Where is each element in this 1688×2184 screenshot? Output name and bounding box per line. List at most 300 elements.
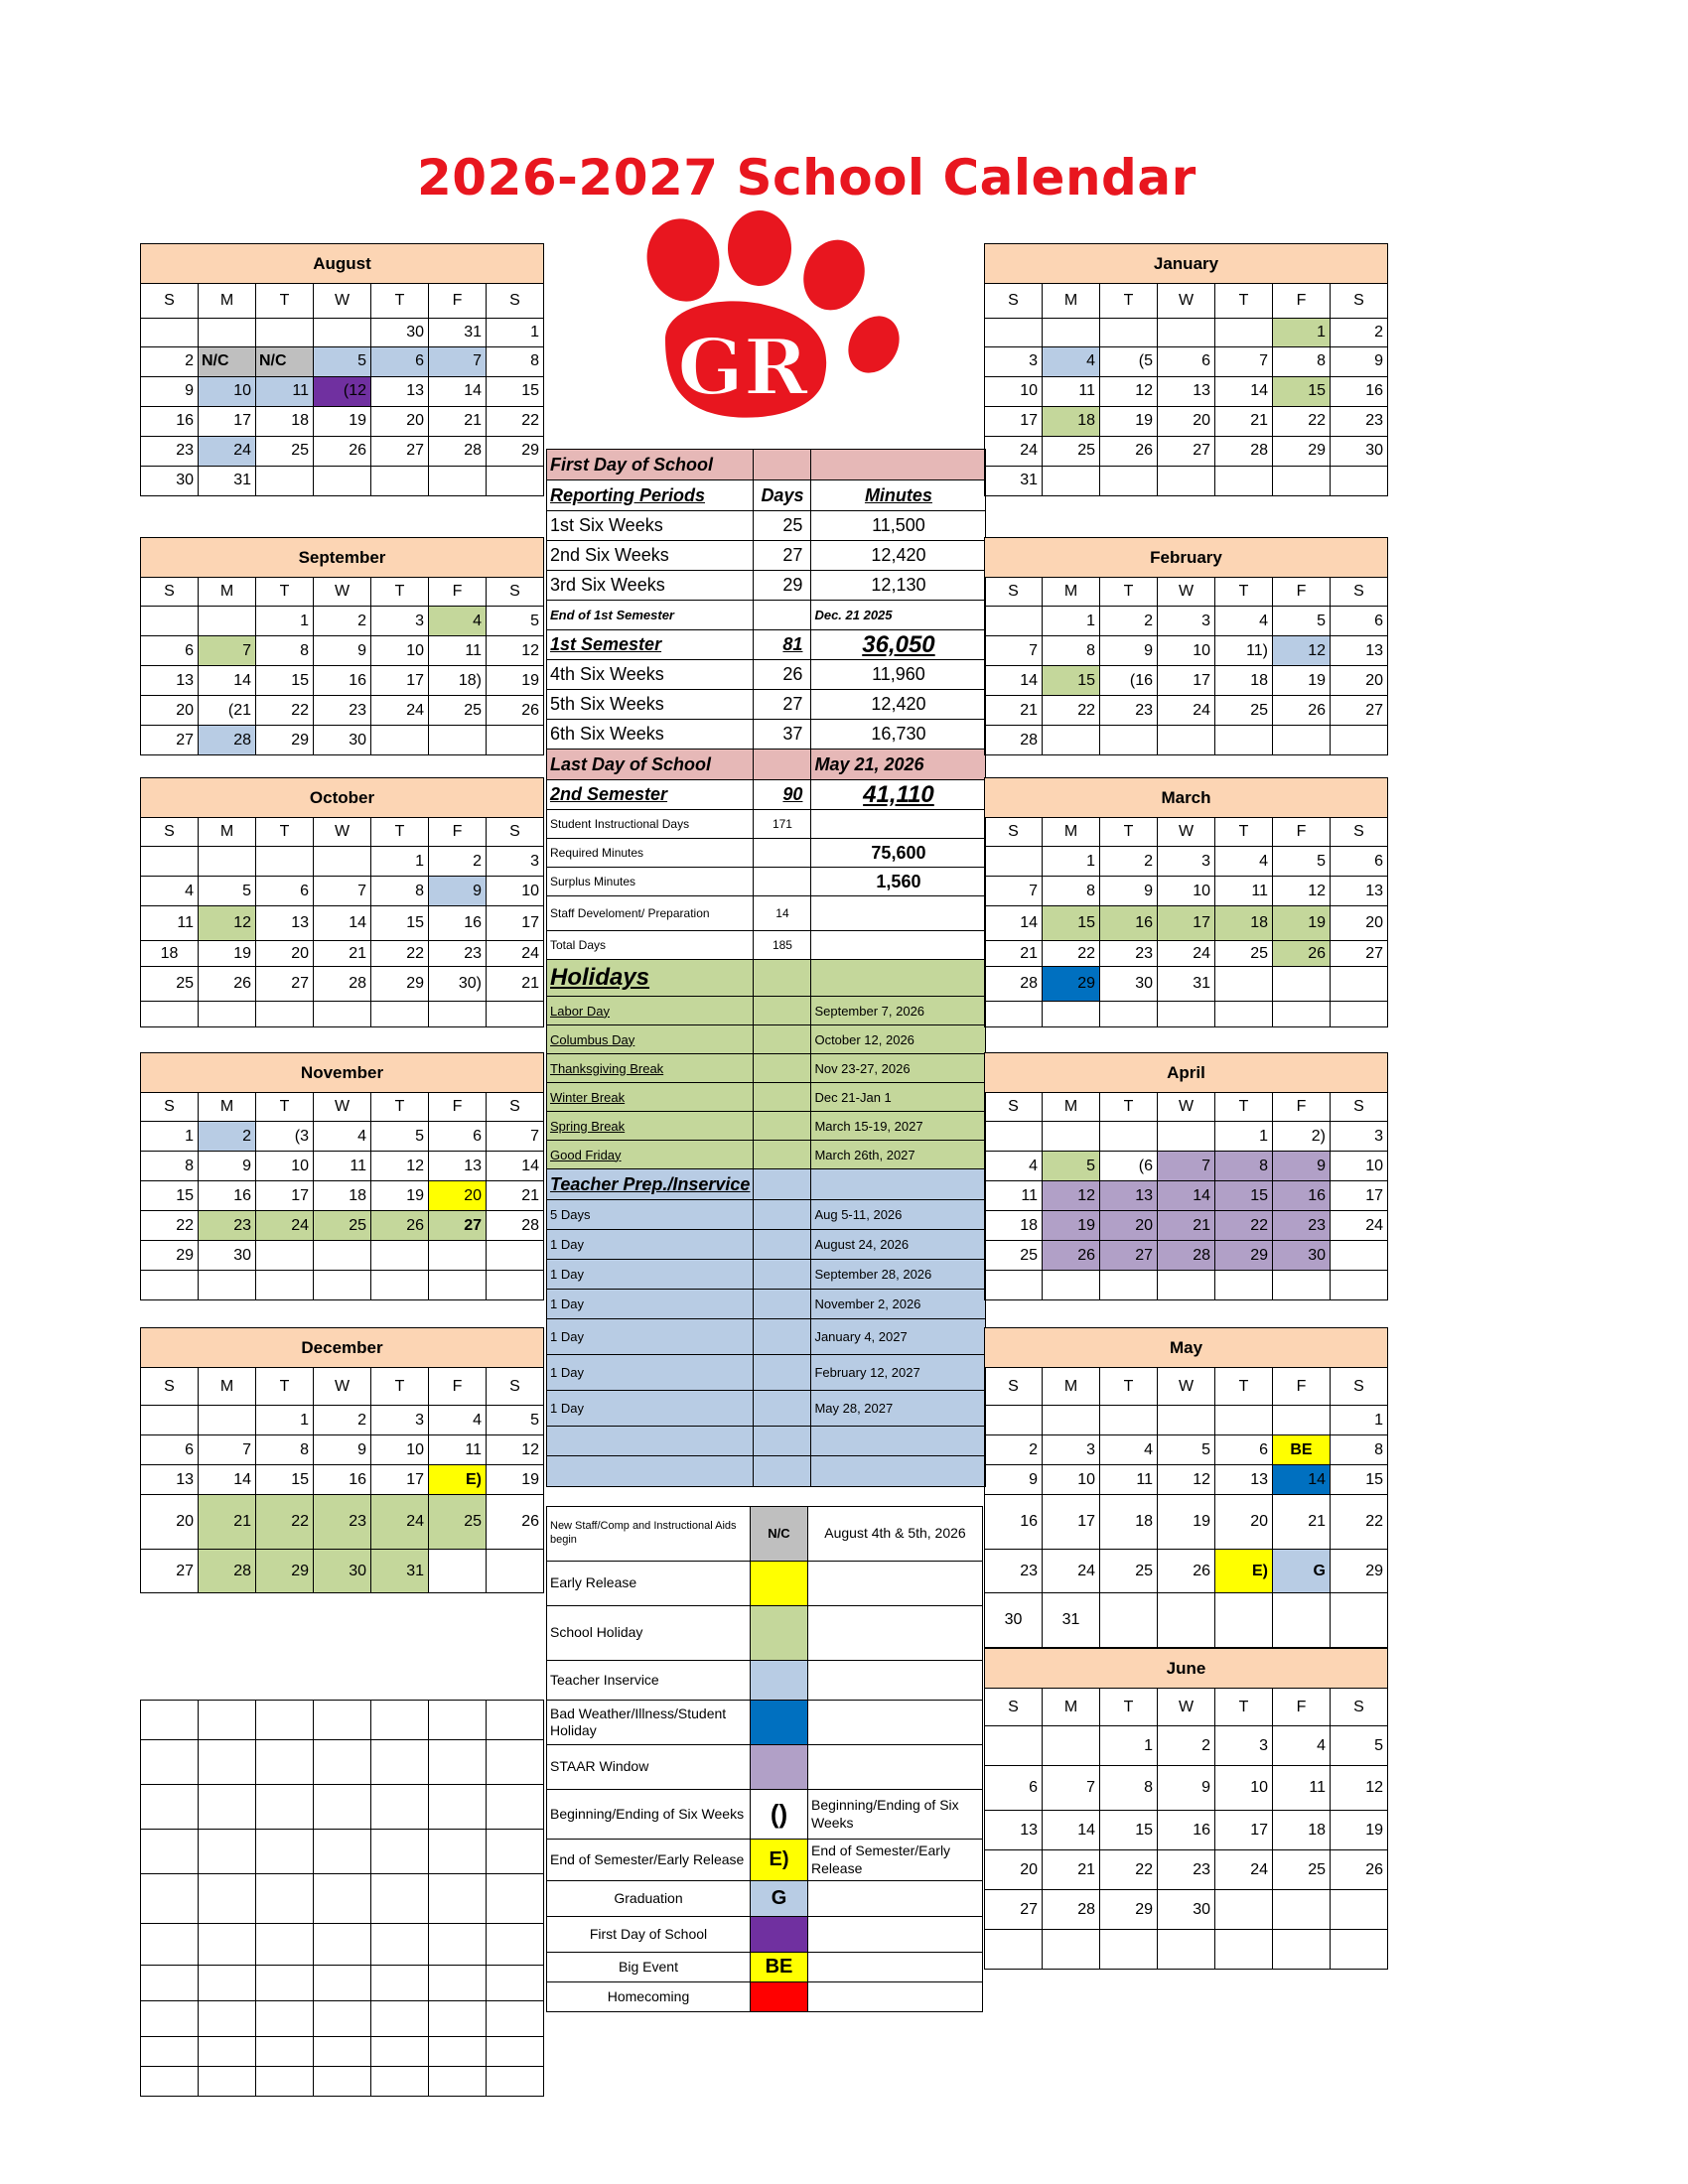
week-row [141,1271,544,1300]
holiday-row [547,1025,986,1054]
empty-cell [371,466,429,495]
day-cell: 24 [371,1495,429,1550]
day-cell: 14 [1158,1181,1215,1211]
day-cell: 13 [1215,1465,1273,1495]
empty-cell [1215,726,1273,755]
legend-key: BE [751,1953,808,1982]
day-cell: 30 [199,1241,256,1271]
day-cell: 14 [1215,376,1273,406]
day-cell: 3 [1215,1726,1273,1766]
blank-row [141,1701,544,1740]
empty-cell [199,1271,256,1300]
legend-label: New Staff/Comp and Instructional Aids begin [547,1507,751,1562]
day-cell: 11 [256,376,314,406]
empty-cell [1043,466,1100,495]
legend-label: End of Semester/Early Release [547,1840,751,1881]
minutes-header: Minutes [811,480,986,511]
summary-cell: 12,420 [811,690,986,720]
day-cell: 26 [487,1495,544,1550]
week-row [141,666,544,696]
day-cell: 12 [1273,636,1331,666]
empty-cell [256,1924,314,1966]
weekday-header: W [314,818,371,847]
inservice-date: September 28, 2026 [811,1260,986,1290]
day-cell: 15 [141,1181,199,1211]
empty-cell [141,1406,199,1435]
week-row [985,1152,1388,1181]
empty-cell [985,1930,1043,1970]
empty-cell [314,319,371,347]
summary-cell [811,810,986,839]
summary-cell: 16,730 [811,720,986,750]
day-cell: 23 [314,696,371,726]
day-cell: 19 [1043,1211,1100,1241]
summary-cell [754,1319,811,1355]
day-cell: 18 [1215,906,1273,941]
empty-cell [1331,726,1388,755]
day-cell: 8 [256,636,314,666]
day-cell: 9 [141,376,199,406]
summary-cell: 36,050 [811,630,986,660]
legend-label: Homecoming [547,1982,751,2012]
day-cell: 20 [1331,906,1388,941]
empty-cell [141,2037,199,2067]
empty-cell [256,1740,314,1785]
day-cell: 6 [1215,1435,1273,1465]
week-row [141,466,544,495]
day-cell: 4 [1100,1435,1158,1465]
empty-cell [487,1785,544,1830]
week-row [141,1002,544,1027]
day-cell: 25 [1215,941,1273,967]
week-row [141,347,544,377]
legend-row [547,1953,983,1982]
day-cell: 2 [985,1435,1043,1465]
empty-cell [256,1785,314,1830]
day-cell: 1 [1100,1726,1158,1766]
empty-cell [1158,1271,1215,1300]
day-cell: 20 [1331,666,1388,696]
day-cell: 24 [985,436,1043,466]
weekday-header: F [1273,818,1331,847]
blank-row [141,2001,544,2037]
summary-cell [811,1427,986,1456]
day-cell: 11 [985,1181,1043,1211]
day-cell: 23 [1273,1211,1331,1241]
day-cell: 12 [1043,1181,1100,1211]
empty-cell [371,2067,429,2097]
inservice-date: January 4, 2027 [811,1319,986,1355]
summary-cell [754,997,811,1025]
inservice-days: 1 Day [547,1355,754,1391]
day-cell: 26 [1100,436,1158,466]
empty-cell [1215,1890,1273,1930]
week-row [141,1406,544,1435]
day-cell: 2 [1100,847,1158,877]
holiday-date: September 7, 2026 [811,997,986,1025]
inservice-row [547,1391,986,1427]
day-cell: 3 [985,347,1043,377]
empty-cell [487,466,544,495]
day-cell: 4 [429,1406,487,1435]
day-cell: 30 [314,726,371,755]
summary-cell [754,960,811,997]
day-cell: 3 [1331,1122,1388,1152]
day-cell: 9 [1100,636,1158,666]
day-cell: 10 [487,877,544,906]
month-november [140,1052,544,1300]
day-cell: 9 [314,636,371,666]
empty-cell [429,1740,487,1785]
summary-cell: 185 [754,931,811,960]
weekday-header: T [1100,1368,1158,1406]
weekday-header: M [199,284,256,319]
weekday-header: T [371,1368,429,1406]
empty-cell [141,607,199,636]
day-cell: 21 [314,941,371,967]
day-cell: 12 [1273,877,1331,906]
day-cell: 28 [1043,1890,1100,1930]
day-cell: 7 [985,877,1043,906]
weekday-header: S [141,1368,199,1406]
empty-cell [371,726,429,755]
day-cell: 8 [1100,1766,1158,1811]
weekday-header: S [487,1368,544,1406]
day-cell: 22 [1043,941,1100,967]
empty-cell [1273,726,1331,755]
empty-cell [1273,1406,1331,1435]
empty-cell [487,1830,544,1874]
summary-cell [754,1083,811,1112]
legend-note: Beginning/Ending of Six Weeks [808,1790,983,1840]
day-cell: 22 [1273,406,1331,436]
month-september [140,537,544,755]
empty-cell [371,1271,429,1300]
week-row [985,436,1388,466]
day-cell: 30) [429,967,487,1002]
day-cell: 3 [1158,607,1215,636]
day-cell: 7 [1158,1152,1215,1181]
day-cell: 11 [314,1152,371,1181]
summary-cell: 4th Six Weeks [547,660,754,690]
empty-cell [141,1271,199,1300]
day-cell: 15 [1043,906,1100,941]
day-cell: 22 [141,1211,199,1241]
month-may [984,1327,1388,1648]
first-day-row [547,450,986,480]
weekday-header: T [1100,818,1158,847]
legend-label: Teacher Inservice [547,1661,751,1701]
blank-row [141,1740,544,1785]
summary-cell: Last Day of School [547,750,754,780]
day-cell: 4 [314,1122,371,1152]
week-row [141,1241,544,1271]
weekday-header: F [429,1368,487,1406]
holidays-title-row [547,960,986,997]
day-cell: N/C [199,347,256,377]
empty-cell [141,1740,199,1785]
weekday-header: W [314,578,371,607]
day-cell: 20 [141,1495,199,1550]
day-cell: 10 [1043,1465,1100,1495]
page-title: 2026-2027 School Calendar [417,149,1196,206]
stat-row [547,868,986,896]
empty-cell [256,847,314,877]
weekday-header: T [1215,1368,1273,1406]
summary-cell: 27 [754,690,811,720]
weekday-header: T [1100,1093,1158,1122]
week-row [141,1465,544,1495]
legend-label: Bad Weather/Illness/Student Holiday [547,1701,751,1745]
day-cell: 17 [487,906,544,941]
day-cell: 17 [199,406,256,436]
week-row [141,847,544,877]
day-cell: 28 [199,726,256,755]
day-cell: 17 [1215,1811,1273,1850]
day-cell: 12 [199,906,256,941]
summary-cell [547,1427,754,1456]
weekday-header: M [199,578,256,607]
blank-grid [140,1700,544,2097]
summary-table [546,449,986,1487]
weekday-header: F [1273,1368,1331,1406]
month-march [984,777,1388,1027]
day-cell: 23 [1100,696,1158,726]
weekday-header: S [985,1689,1043,1726]
legend-key: G [751,1881,808,1917]
summary-cell: 12,420 [811,541,986,571]
day-cell: 23 [985,1550,1043,1593]
day-cell: 3 [1043,1435,1100,1465]
day-cell: 26 [371,1211,429,1241]
weekday-header: T [256,1368,314,1406]
day-cell: 5 [1273,607,1331,636]
summary-cell: 171 [754,810,811,839]
day-cell: 23 [199,1211,256,1241]
weekday-header: S [1331,578,1388,607]
day-cell: 20 [985,1850,1043,1890]
day-cell: 1 [256,607,314,636]
day-cell: E) [429,1465,487,1495]
day-cell: 13 [985,1811,1043,1850]
day-cell: 25 [1100,1550,1158,1593]
legend-note: End of Semester/Early Release [808,1840,983,1881]
week-row [985,1726,1388,1766]
day-cell: 22 [1043,696,1100,726]
inservice-date: May 28, 2027 [811,1391,986,1427]
day-cell: 10 [1158,636,1215,666]
day-cell: 4 [429,607,487,636]
day-cell: 24 [1215,1850,1273,1890]
empty-cell [141,1966,199,2001]
day-cell: 8 [371,877,429,906]
inservice-row [547,1290,986,1319]
weekday-header: W [1158,1689,1215,1726]
empty-cell [141,847,199,877]
month-header: June [985,1649,1388,1689]
weekday-header: T [1215,1093,1273,1122]
day-cell: 30 [314,1550,371,1593]
empty-cell [487,1550,544,1593]
day-cell: 25 [314,1211,371,1241]
day-cell: 18 [1215,666,1273,696]
weekday-header: S [985,1368,1043,1406]
empty-cell [429,1550,487,1593]
stat-row [547,931,986,960]
weekday-header: S [985,284,1043,319]
week-row [985,726,1388,755]
empty-cell [1215,1406,1273,1435]
legend-row [547,1917,983,1953]
week-row [141,1495,544,1550]
empty-cell [985,607,1043,636]
empty-cell [487,2001,544,2037]
empty-cell [314,1002,371,1027]
day-cell: 8 [1043,636,1100,666]
month-january [984,243,1388,496]
day-cell: 26 [314,436,371,466]
legend-row [547,1606,983,1661]
week-row [985,967,1388,1002]
empty-cell [1215,1002,1273,1027]
day-cell: 29 [1273,436,1331,466]
empty-cell [314,1241,371,1271]
empty-cell [314,2001,371,2037]
day-cell: 27 [985,1890,1043,1930]
day-cell: 26 [487,696,544,726]
inservice-row [547,1260,986,1290]
holiday-name: Labor Day [547,997,754,1025]
empty-cell [199,1406,256,1435]
week-row [985,1550,1388,1593]
legend-label: Early Release [547,1562,751,1606]
summary-cell [811,960,986,997]
weekday-header: W [314,1368,371,1406]
holiday-date: October 12, 2026 [811,1025,986,1054]
day-cell: 11 [1215,877,1273,906]
week-row [985,347,1388,377]
empty-cell [199,1740,256,1785]
legend-key [751,1562,808,1606]
day-cell: 26 [1158,1550,1215,1593]
paw-logo-icon [635,210,904,429]
day-cell: 19 [314,406,371,436]
day-cell: 21 [1043,1850,1100,1890]
weekday-header: W [314,1093,371,1122]
empty-cell [487,1924,544,1966]
day-cell: 6 [141,1435,199,1465]
weekday-header: S [1331,1689,1388,1726]
week-row [141,696,544,726]
summary-cell: 12,130 [811,571,986,601]
day-cell: 24 [1331,1211,1388,1241]
day-cell: 27 [1158,436,1215,466]
empty-cell [199,847,256,877]
day-cell: 9 [429,877,487,906]
day-cell: 11 [429,636,487,666]
weekday-header: S [985,578,1043,607]
day-cell: 28 [1158,1241,1215,1271]
day-cell: 1 [1215,1122,1273,1152]
day-cell: 16 [429,906,487,941]
day-cell: 25 [1215,696,1273,726]
holiday-row [547,1112,986,1141]
day-cell: 15 [1043,666,1100,696]
legend-note [808,1562,983,1606]
reporting-periods-header: Reporting Periods [547,480,754,511]
empty-cell [985,1726,1043,1766]
inservice-row [547,1355,986,1391]
empty-cell [1158,1002,1215,1027]
week-row [985,1181,1388,1211]
day-cell: 5 [487,607,544,636]
summary-cell [811,1169,986,1200]
empty-cell [429,2037,487,2067]
day-cell: 29 [256,726,314,755]
legend-row [547,1881,983,1917]
day-cell: 26 [199,967,256,1002]
week-row [985,1465,1388,1495]
day-cell: 29 [487,436,544,466]
day-cell: 12 [487,1435,544,1465]
legend-note: August 4th & 5th, 2026 [808,1507,983,1562]
week-row [985,1122,1388,1152]
stat-label: Staff Develoment/ Preparation [547,896,754,931]
weekday-header: T [1215,578,1273,607]
day-cell: 15 [1273,376,1331,406]
summary-cell: 75,600 [811,839,986,868]
days-header: Days [754,480,811,511]
day-cell: 2 [314,607,371,636]
weekday-header: S [1331,818,1388,847]
summary-cell [754,750,811,780]
day-cell: 3 [1158,847,1215,877]
day-cell: 4 [1043,347,1100,377]
empty-cell [429,466,487,495]
day-cell: 1 [1331,1406,1388,1435]
day-cell: 23 [429,941,487,967]
empty-cell [1215,466,1273,495]
day-cell: 31 [199,466,256,495]
day-cell: 10 [985,376,1043,406]
weekday-header: S [141,284,199,319]
day-cell: 11 [1273,1766,1331,1811]
empty-cell [199,1701,256,1740]
empty-cell [314,1966,371,2001]
summary-cell: 25 [754,511,811,541]
empty-cell [371,1740,429,1785]
blank-row [141,2037,544,2067]
day-cell: 27 [1331,696,1388,726]
empty-cell [371,1874,429,1924]
day-cell: 2 [1100,607,1158,636]
last-day-row [547,750,986,780]
weekday-header: S [487,284,544,319]
day-cell: 1 [371,847,429,877]
day-cell: 23 [314,1495,371,1550]
first-day-label: First Day of School [547,450,754,480]
legend-key [751,1606,808,1661]
day-cell: 2 [141,347,199,377]
empty-cell [985,1002,1043,1027]
day-cell: 19 [371,1181,429,1211]
week-row [985,1890,1388,1930]
day-cell: 4 [1215,847,1273,877]
weekday-header: M [1043,1093,1100,1122]
week-row [141,906,544,941]
week-row [141,1211,544,1241]
empty-cell [1273,466,1331,495]
